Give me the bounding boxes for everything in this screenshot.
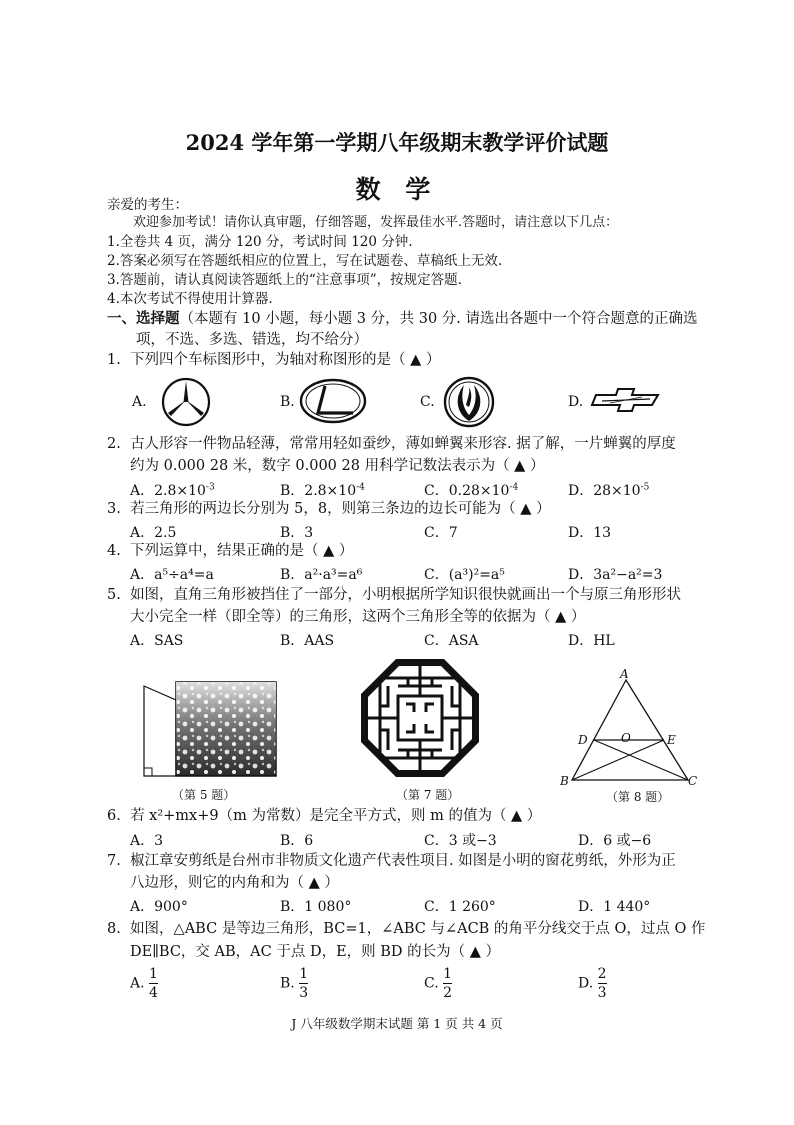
q7-option-d: D．1 440°	[578, 899, 651, 915]
point-c-label: C	[688, 774, 698, 788]
page-footer: J 八年级数学期末试题 第 1 页 共 4 页	[291, 1016, 503, 1031]
figure-7-caption: （第 7 题）	[396, 788, 460, 802]
q5-option-b: B．AAS	[280, 633, 335, 649]
q5-option-d: D．HL	[568, 633, 615, 649]
instruction-item: 1.全卷共 4 页，满分 120 分，考试时间 120 分钟.	[107, 234, 413, 250]
q4-option-a: A．a⁵÷a⁴=a	[130, 567, 214, 583]
question-8-line2: DE∥BC，交 AB，AC 于点 D，E，则 BD 的长为（ ▲ ）	[130, 944, 501, 960]
question-2-line2: 约为 0.000 28 米，数字 0.000 28 用科学记数法表示为（ ▲ ）	[130, 458, 545, 474]
q6-option-b: B．6	[280, 833, 314, 849]
instruction-item: 4.本次考试不得使用计算器.	[107, 291, 273, 307]
q7-option-b: B．1 080°	[280, 899, 352, 915]
figure-7-octagon-papercut	[358, 656, 482, 780]
q3-option-c: C．7	[424, 525, 458, 541]
exam-title: 2024 学年第一学期八年级期末教学评价试题	[185, 130, 609, 155]
q1-option-a-label: A.	[132, 394, 147, 410]
q5-option-c: C．ASA	[424, 633, 479, 649]
welcome-text: 欢迎参加考试！请你认真审题，仔细答题，发挥最佳水平.答题时，请注意以下几点：	[133, 215, 619, 230]
figure-8-equilateral-triangle	[560, 670, 700, 790]
lexus-logo-icon	[298, 377, 368, 425]
q4-option-b: B．a²·a³=a⁶	[280, 567, 363, 583]
point-o-label: O	[621, 731, 631, 745]
q6-option-d: D．6 或−6	[578, 833, 652, 849]
question-3: 3. 若三角形的两边长分别为 5，8，则第三条边的边长可能为（ ▲ ）	[107, 501, 551, 517]
question-1: 1. 下列四个车标图形中，为轴对称图形的是（ ▲ ）	[107, 352, 441, 368]
figure-8-caption: （第 8 题）	[606, 790, 670, 804]
question-5-line2: 大小完全一样（即全等）的三角形，这两个三角形全等的依据为（ ▲ ）	[130, 609, 586, 625]
figure-5-caption: （第 5 题）	[172, 788, 236, 802]
q8-option-d: D. $\frac{2}{3}$	[578, 966, 607, 1001]
q4-option-d: D．3a²−a²=3	[568, 567, 663, 583]
q6-option-a: A．3	[130, 833, 164, 849]
question-7: 7. 椒江章安剪纸是台州市非物质文化遗产代表性项目. 如图是小明的窗花剪纸，外形为正	[107, 853, 676, 869]
question-4: 4. 下列运算中，结果正确的是（ ▲ ）	[107, 543, 354, 559]
q5-option-a: A．SAS	[130, 633, 184, 649]
q7-option-a: A．900°	[130, 899, 188, 915]
point-b-label: B	[560, 774, 569, 788]
exam-subject: 数 学	[355, 175, 439, 204]
q2-option-a: A．$2.8\times 10^{-3}$	[130, 482, 215, 499]
q8-option-c: C. $\frac{1}{2}$	[424, 966, 453, 1001]
q8-option-b: B. $\frac{1}{3}$	[280, 966, 309, 1001]
q8-option-a: A. $\frac{1}{4}$	[130, 966, 158, 1001]
question-2: 2. 古人形容一件物品轻薄，常常用轻如蚕纱，薄如蝉翼来形容. 据了解，一片蝉翼的厚度	[107, 436, 676, 452]
question-5: 5. 如图，直角三角形被挡住了一部分，小明根据所学知识很快就画出一个与原三角形形状	[107, 587, 682, 603]
dongfeng-logo-icon	[442, 375, 496, 429]
q1-option-b-label: B.	[280, 394, 295, 410]
figure-5-covered-triangle	[140, 678, 280, 780]
greeting: 亲爱的考生：	[107, 197, 188, 213]
section-heading-line1: 一、选择题（本题有 10 小题，每小题 3 分，共 30 分. 请选出各题中一个符合题意的正确选	[107, 310, 698, 327]
point-e-label: E	[667, 733, 676, 747]
point-a-label: A	[620, 667, 629, 681]
q3-option-a: A．2.5	[130, 525, 177, 541]
q2-option-c: C．$0.28\times 10^{-4}$	[424, 482, 519, 499]
instruction-item: 3.答题前，请认真阅读答题纸上的“注意事项”，按规定答题.	[107, 272, 462, 288]
q4-option-c: C．(a³)²=a⁵	[424, 567, 505, 583]
q6-option-c: C．3 或−3	[424, 833, 497, 849]
q3-option-d: D．13	[568, 525, 612, 541]
section-heading-line2: 项，不选、多选、错选，均不给分）	[136, 332, 368, 348]
q2-option-d: D．$28\times 10^{-5}$	[568, 482, 650, 499]
point-d-label: D	[578, 733, 588, 747]
q2-option-b: B．$2.8\times 10^{-4}$	[280, 482, 365, 499]
question-6: 6. 若 x²+mx+9（m 为常数）是完全平方式，则 m 的值为（ ▲ ）	[107, 808, 542, 824]
question-7-line2: 八边形，则它的内角和为（ ▲ ）	[130, 875, 339, 891]
q1-option-c-label: C.	[420, 394, 435, 410]
instruction-item: 2.答案必须写在答题纸相应的位置上，写在试题卷、草稿纸上无效.	[107, 253, 503, 269]
q1-option-d-label: D.	[568, 394, 584, 410]
question-8: 8. 如图，△ABC 是等边三角形，BC=1，∠ABC 与∠ACB 的角平分线交于点 O，过点 O 作	[107, 921, 706, 937]
q3-option-b: B．3	[280, 525, 314, 541]
chevrolet-logo-icon	[590, 387, 662, 413]
q7-option-c: C．1 260°	[424, 899, 496, 915]
mercedes-logo-icon	[160, 376, 212, 428]
